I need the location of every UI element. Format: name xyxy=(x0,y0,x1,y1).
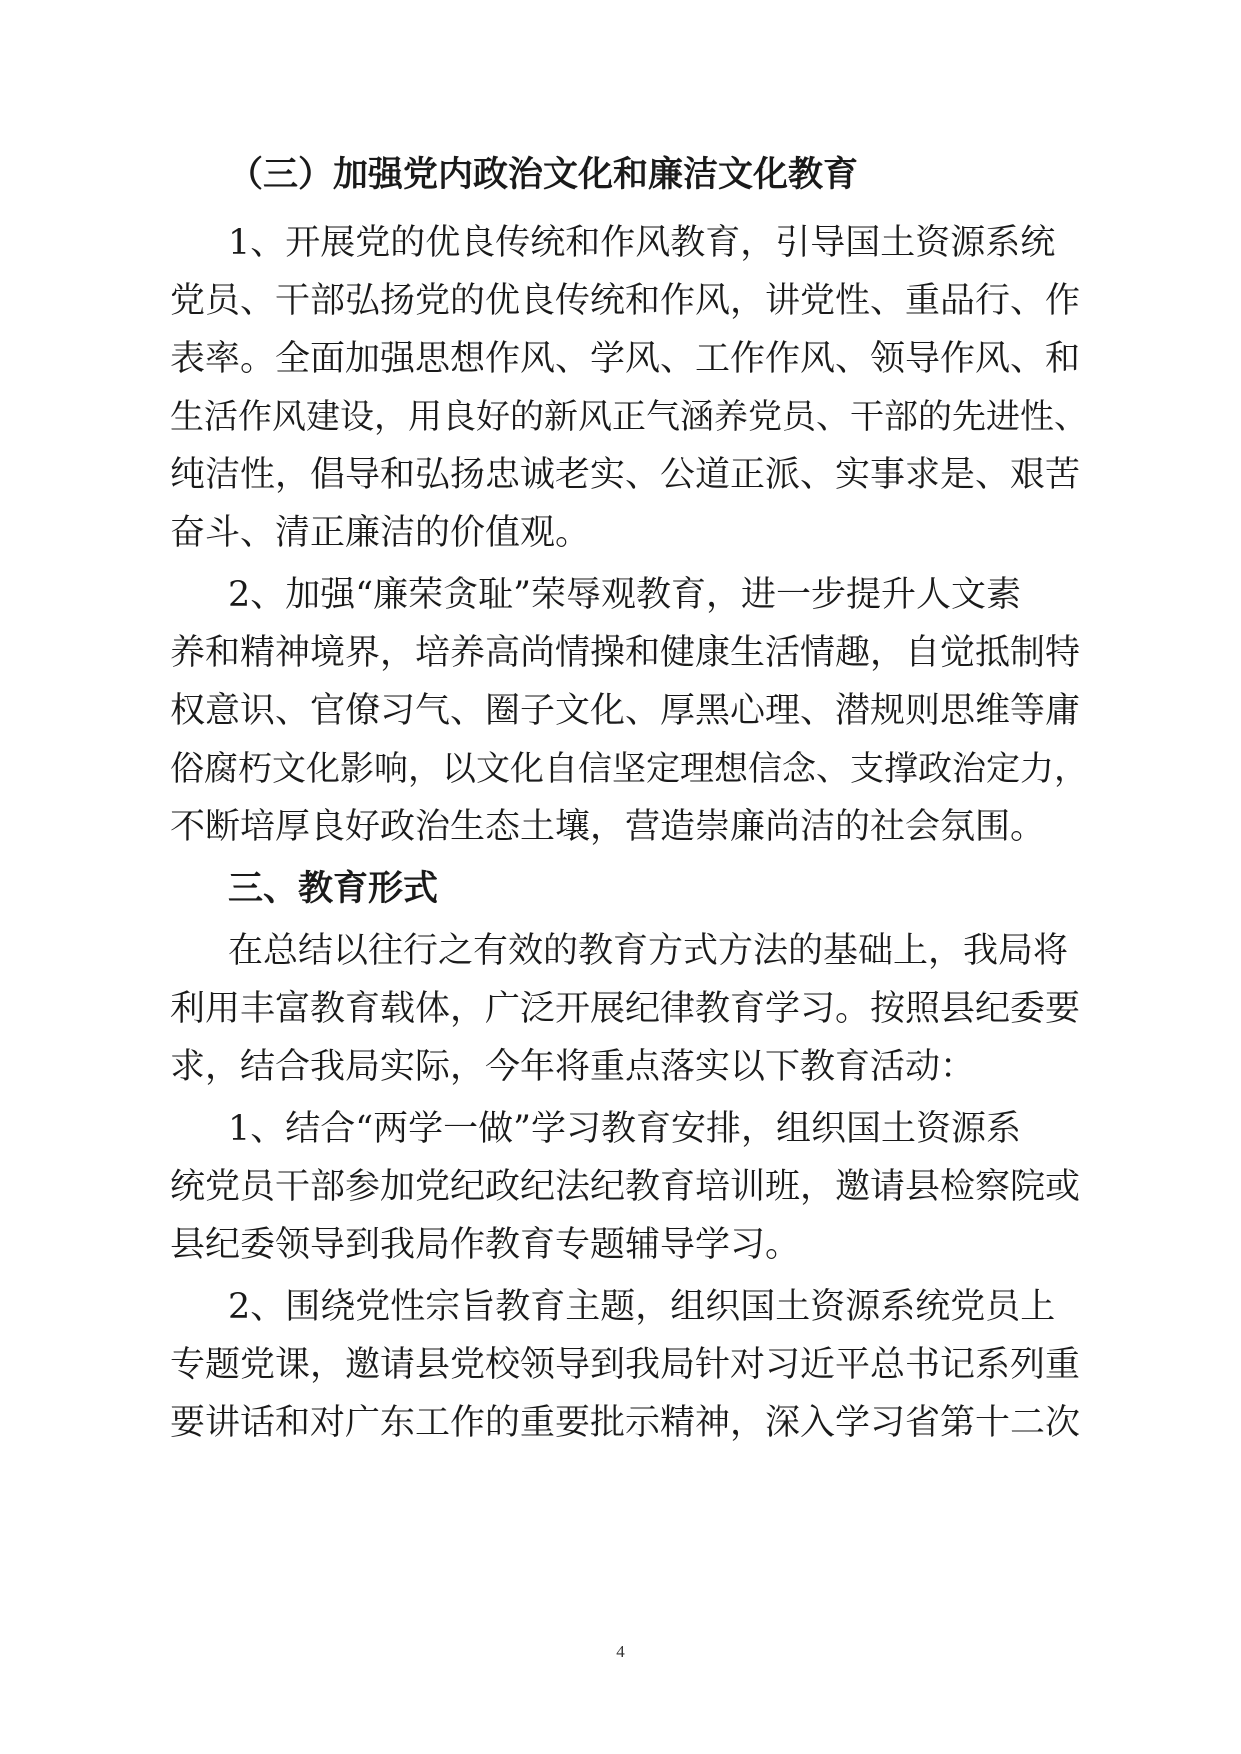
paragraph-line xyxy=(0,738,1241,800)
paragraph-line xyxy=(0,212,1241,274)
line-text: 县纪委领导到我局作教育专题辅导学习。 xyxy=(170,1225,801,1265)
paragraph-line xyxy=(0,920,1241,982)
line-text: 俗腐朽文化影响，以文化自信坚定理想信念、支撑政治定力， xyxy=(170,749,1088,789)
line-text: 党员、干部弘扬党的优良传统和作风，讲党性、重品行、作 xyxy=(170,281,1081,321)
paragraph-line xyxy=(0,622,1241,684)
paragraph-line xyxy=(0,1334,1241,1396)
paragraph-line xyxy=(0,1276,1241,1338)
heading-text: （三）加强党内政治文化和廉洁文化教育 xyxy=(228,154,859,195)
line-text: 1、开展党的优良传统和作风教育，引导国土资源系统 xyxy=(228,223,1056,263)
paragraph-line xyxy=(0,796,1241,858)
line-text: 专题党课，邀请县党校领导到我局针对习近平总书记系列重 xyxy=(170,1345,1081,1385)
line-text: 纯洁性，倡导和弘扬忠诚老实、公道正派、实事求是、艰苦 xyxy=(170,455,1081,495)
line-text: 利用丰富教育载体，广泛开展纪律教育学习。按照县纪委要 xyxy=(170,989,1081,1029)
paragraph-line xyxy=(0,1214,1241,1276)
paragraph-line xyxy=(0,328,1241,390)
heading-text: 三、教育形式 xyxy=(228,868,439,909)
paragraph-line xyxy=(0,680,1241,742)
line-text: 不断培厚良好政治生态土壤，营造崇廉尚洁的社会氛围。 xyxy=(170,807,1046,847)
paragraph-line xyxy=(0,1098,1241,1160)
line-text: 表率。全面加强思想作风、学风、工作作风、领导作风、和 xyxy=(170,339,1081,379)
paragraph-line xyxy=(0,1036,1241,1098)
paragraph-line xyxy=(0,270,1241,332)
line-text: 权意识、官僚习气、圈子文化、厚黑心理、潜规则思维等庸 xyxy=(170,691,1081,731)
line-text: 在总结以往行之有效的教育方式方法的基础上，我局将 xyxy=(228,931,1069,971)
paragraph-line xyxy=(0,978,1241,1040)
paragraph-line xyxy=(0,1392,1241,1454)
line-text: 奋斗、清正廉洁的价值观。 xyxy=(170,513,591,553)
paragraph-line xyxy=(0,386,1241,448)
line-text: 2、加强“廉荣贪耻”荣辱观教育，进一步提升人文素 xyxy=(228,575,1022,615)
page-number: 4 xyxy=(616,1642,625,1661)
line-text: 求，结合我局实际，今年将重点落实以下教育活动： xyxy=(170,1047,976,1087)
line-text: 2、围绕党性宗旨教育主题，组织国土资源系统党员上 xyxy=(228,1287,1056,1327)
paragraph-line xyxy=(0,502,1241,564)
line-text: 生活作风建设，用良好的新风正气涵养党员、干部的先进性、 xyxy=(170,397,1088,437)
section-heading xyxy=(0,858,1241,920)
line-text: 养和精神境界，培养高尚情操和健康生活情趣，自觉抵制特 xyxy=(170,633,1081,673)
section-heading xyxy=(0,144,1241,206)
paragraph-line xyxy=(0,1156,1241,1218)
line-text: 统党员干部参加党纪政纪法纪教育培训班，邀请县检察院或 xyxy=(170,1167,1081,1207)
line-text: 要讲话和对广东工作的重要批示精神，深入学习省第十二次 xyxy=(170,1403,1081,1443)
paragraph-line xyxy=(0,444,1241,506)
line-text: 1、结合“两学一做”学习教育安排，组织国土资源系 xyxy=(228,1109,1022,1149)
paragraph-line xyxy=(0,564,1241,626)
